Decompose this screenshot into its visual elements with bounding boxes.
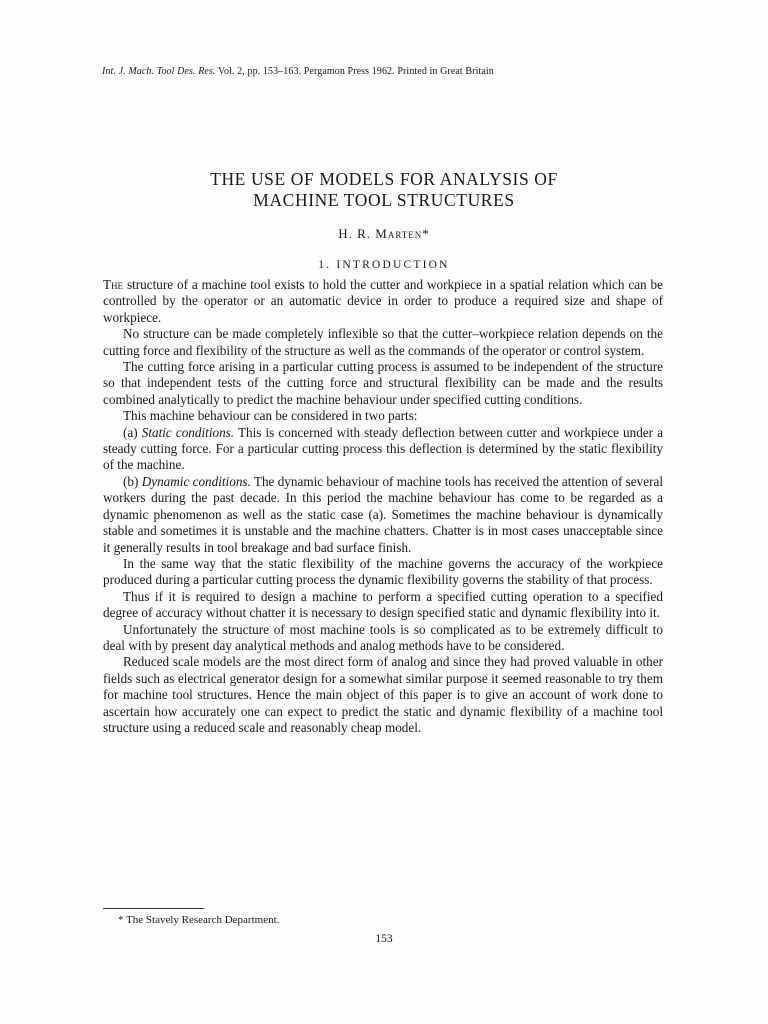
list-label: (b) xyxy=(123,473,142,489)
section-heading: 1. INTRODUCTION xyxy=(318,259,450,271)
paragraph xyxy=(103,425,663,474)
author-footnote-mark: * xyxy=(422,226,430,241)
title-line-2: MACHINE TOOL STRUCTURES xyxy=(253,190,515,210)
paragraph xyxy=(103,474,663,556)
paragraph-text: The dynamic behaviour of machine tools has received the attention of several workers during the past decade. In this period the machine behaviour has come to be regarded as a dynamic phenomenon as well as the static case (a). Sometimes the machine behaviour is dynamically stable and sometimes it is unstable and the machine chatters. Chatter is in most cases unacceptable since it generally results in tool breakage and bad surface finish. xyxy=(103,473,663,555)
paragraph: Unfortunately the structure of most machine tools is so complicated as to be extremely difficult to deal with by present day analytical methods and analog methods have to be considered. xyxy=(103,621,663,653)
paragraph: The cutting force arising in a particular cutting process is assumed to be independent of the structure so that independent tests of the cutting force and structural flexibility can be made and the results combined analytically to predict the machine behaviour under specified cutting conditions. xyxy=(103,359,663,407)
author-initials: H. R. xyxy=(338,226,372,241)
title-line-1: THE USE OF MODELS FOR ANALYSIS OF xyxy=(210,169,558,189)
paragraph: This machine behaviour can be considered in two parts: xyxy=(123,408,418,424)
paragraph: No structure can be made completely inflexible so that the cutter–workpiece relation depends on the cutting force and flexibility of the structure as well as the commands of the operator or control system. xyxy=(103,326,663,358)
paragraph: In the same way that the static flexibility of the machine governs the accuracy of the workpiece produced during a particular cutting process the dynamic flexibility governs the stability of that process. xyxy=(103,555,663,588)
paragraph-lead-word: The xyxy=(103,277,124,292)
list-label: (a) xyxy=(123,424,142,440)
paragraph: Reduced scale models are the most direct form of analog and since they had proved valuable in other fields such as electrical generator design for a somewhat similar purpose it seemed reasonable to try them for machine tool structures. Hence the main object of this paper is to give an account of work done to ascertain how accurately one can expect to predict the static and dynamic flexibility of a machine tool structure using a reduced scale and reasonably cheap model. xyxy=(103,654,663,735)
paper-title xyxy=(0,169,768,211)
paragraph-text: structure of a machine tool exists to hold the cutter and workpiece in a spatial relation which can be controlled by the operator or an automatic device in order to produce a required size and shape of workpiece. xyxy=(103,277,663,325)
list-term: Dynamic conditions. xyxy=(141,473,251,489)
author-byline xyxy=(0,226,768,242)
paragraph: Thus if it is required to design a machine to perform a specified cutting operation to a specified degree of accuracy without chatter it is necessary to design specified static and dynamic flexibility into it. xyxy=(103,588,663,621)
journal-citation xyxy=(102,66,494,77)
page-number: 153 xyxy=(375,933,393,945)
journal-volume-info: Vol. 2, pp. 153–163. Pergamon Press 1962. Printed in Great Britain xyxy=(217,66,494,77)
paragraph-text: This is concerned with steady deflection between cutter and workpiece under a steady cutting force. For a particular cutting process this deflection is determined by the static flexibility of the machine. xyxy=(103,424,664,473)
body-text xyxy=(103,277,663,736)
list-term: Static conditions. xyxy=(141,424,235,440)
paragraph xyxy=(103,277,663,326)
footnote: * The Stavely Research Department. xyxy=(118,914,280,926)
footnote-rule xyxy=(103,908,204,909)
journal-abbreviation: Int. J. Mach. Tool Des. Res. xyxy=(102,66,216,77)
author-surname: Marten xyxy=(375,226,423,241)
